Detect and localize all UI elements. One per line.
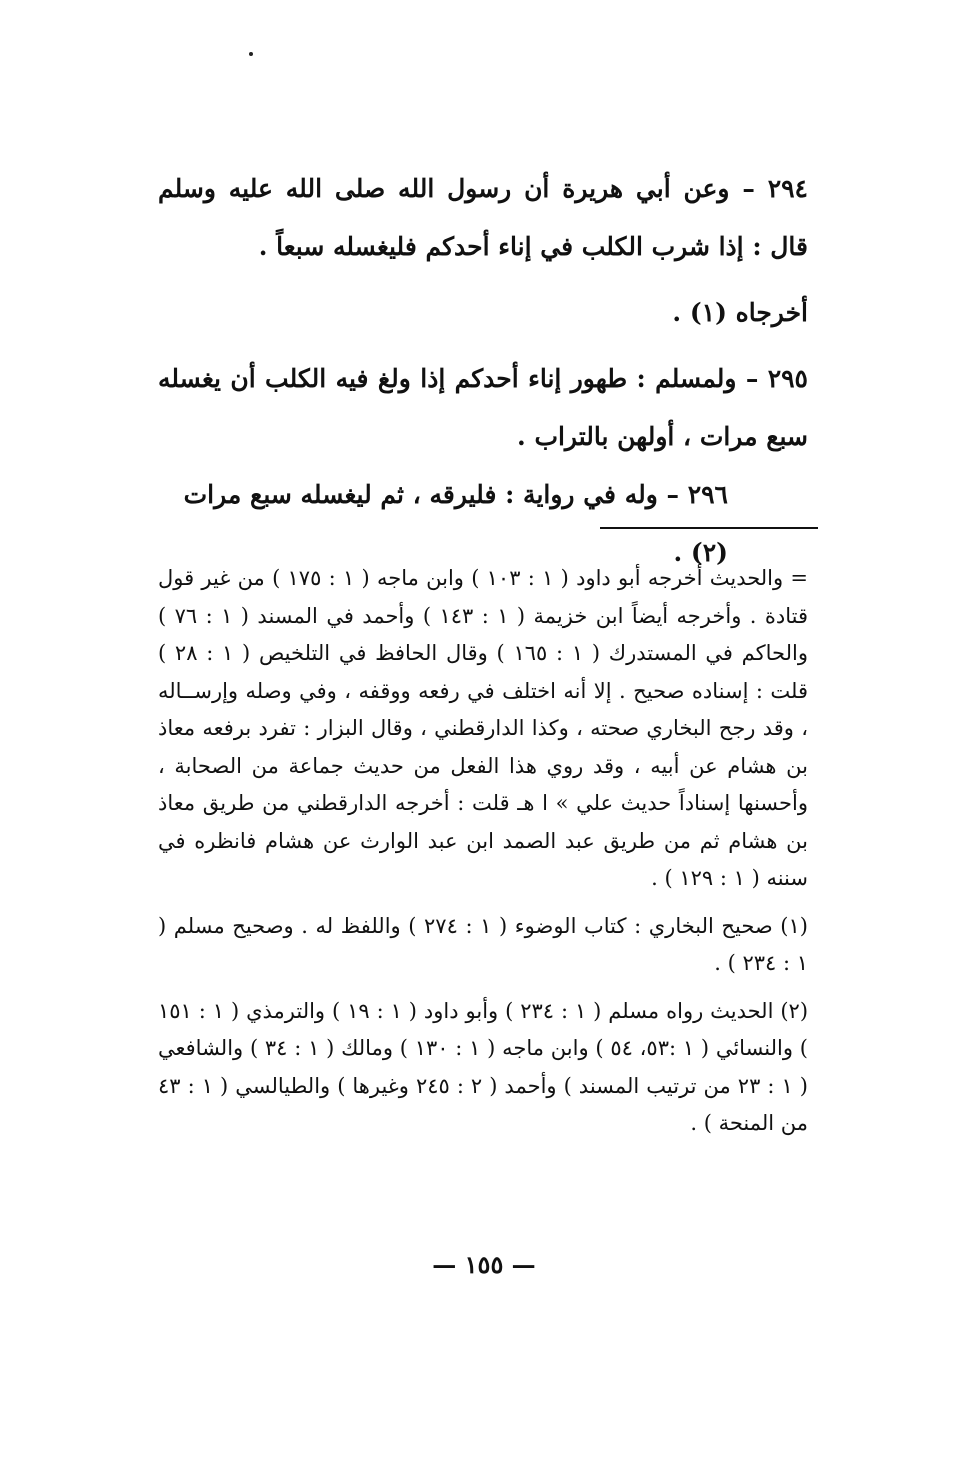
hadith-296: ٢٩٦ – وله في رواية : فليرقه ، ثم ليغسله سبع مرات (٢) . [183,480,728,567]
footnotes [158,560,808,1143]
footnote-continued: = والحديث أخرجه أبو داود ( ١ : ١٠٣ ) وابن ماجه ( ١ : ١٧٥ ) من غير قول قتادة . وأخرجه أيضاً ابن خزيمة ( ١ : ١٤٣ ) وأحمد في المسند ( ١ : ٧٦ ) والحاكم في المستدرك ( ١ : ١٦٥ ) وقال الحافظ في التلخيص ( ١ : ٢٨ ) قلت : إسناده صحيح . إلا أنه اختلف في رفعه ووقفه ، وفي وصله وإرســاله ، وقد رجح البخاري صحته ، وكذا الدارقطني ، وقال البزار : تفرد برفعه معاذ بن هشام عن أبيه ، وقد روي هذا الفعل من حديث جماعة من الصحابة ، وأحسنها إسناداً حديث علي » ا هـ قلت : أخرجه الدارقطني من طريق معاذ بن هشام ثم من طريق عبد الصمد ابن عبد الوارث عن هشام فانظره في سننه ( ١ : ١٢٩ ) . [158,566,809,890]
footnote-separator [600,527,818,529]
hadith-body [158,160,808,582]
speck-mark [249,52,253,56]
hadith-295: ٢٩٥ – ولمسلم : طهور إناء أحدكم إذا ولغ فيه الكلب أن يغسله سبع مرات ، أولهن بالتراب . [158,364,808,451]
footnote-1: (١) صحيح البخاري : كتاب الوضوء ( ١ : ٢٧٤ ) واللفظ له . وصحيح مسلم ( ١ : ٢٣٤ ) . [158,913,808,975]
footnote-2: (٢) الحديث رواه مسلم ( ١ : ٢٣٤ ) وأبو داود ( ١ : ١٩ ) والترمذي ( ١ : ١٥١ ) والنسائي ( ١ :٥٣، ٥٤ ) وابن ماجه ( ١ : ١٣٠ ) ومالك ( ١ : ٣٤ ) والشافعي ( ١ : ٢٣ من ترتيب المسند ) وأحمد ( ٢ : ٢٤٥ وغيرها ) والطيالسي ( ١ : ٤٣ من المنحة ) . [158,998,809,1135]
page-number: — ١٥٥ — [432,1250,536,1279]
hadith-294-source: أخرجاه (١) . [672,298,808,327]
hadith-294: ٢٩٤ – وعن أبي هريرة أن رسول الله صلى الله عليه وسلم قال : إذا شرب الكلب في إناء أحدكم فليغسله سبعاً . [158,174,808,261]
